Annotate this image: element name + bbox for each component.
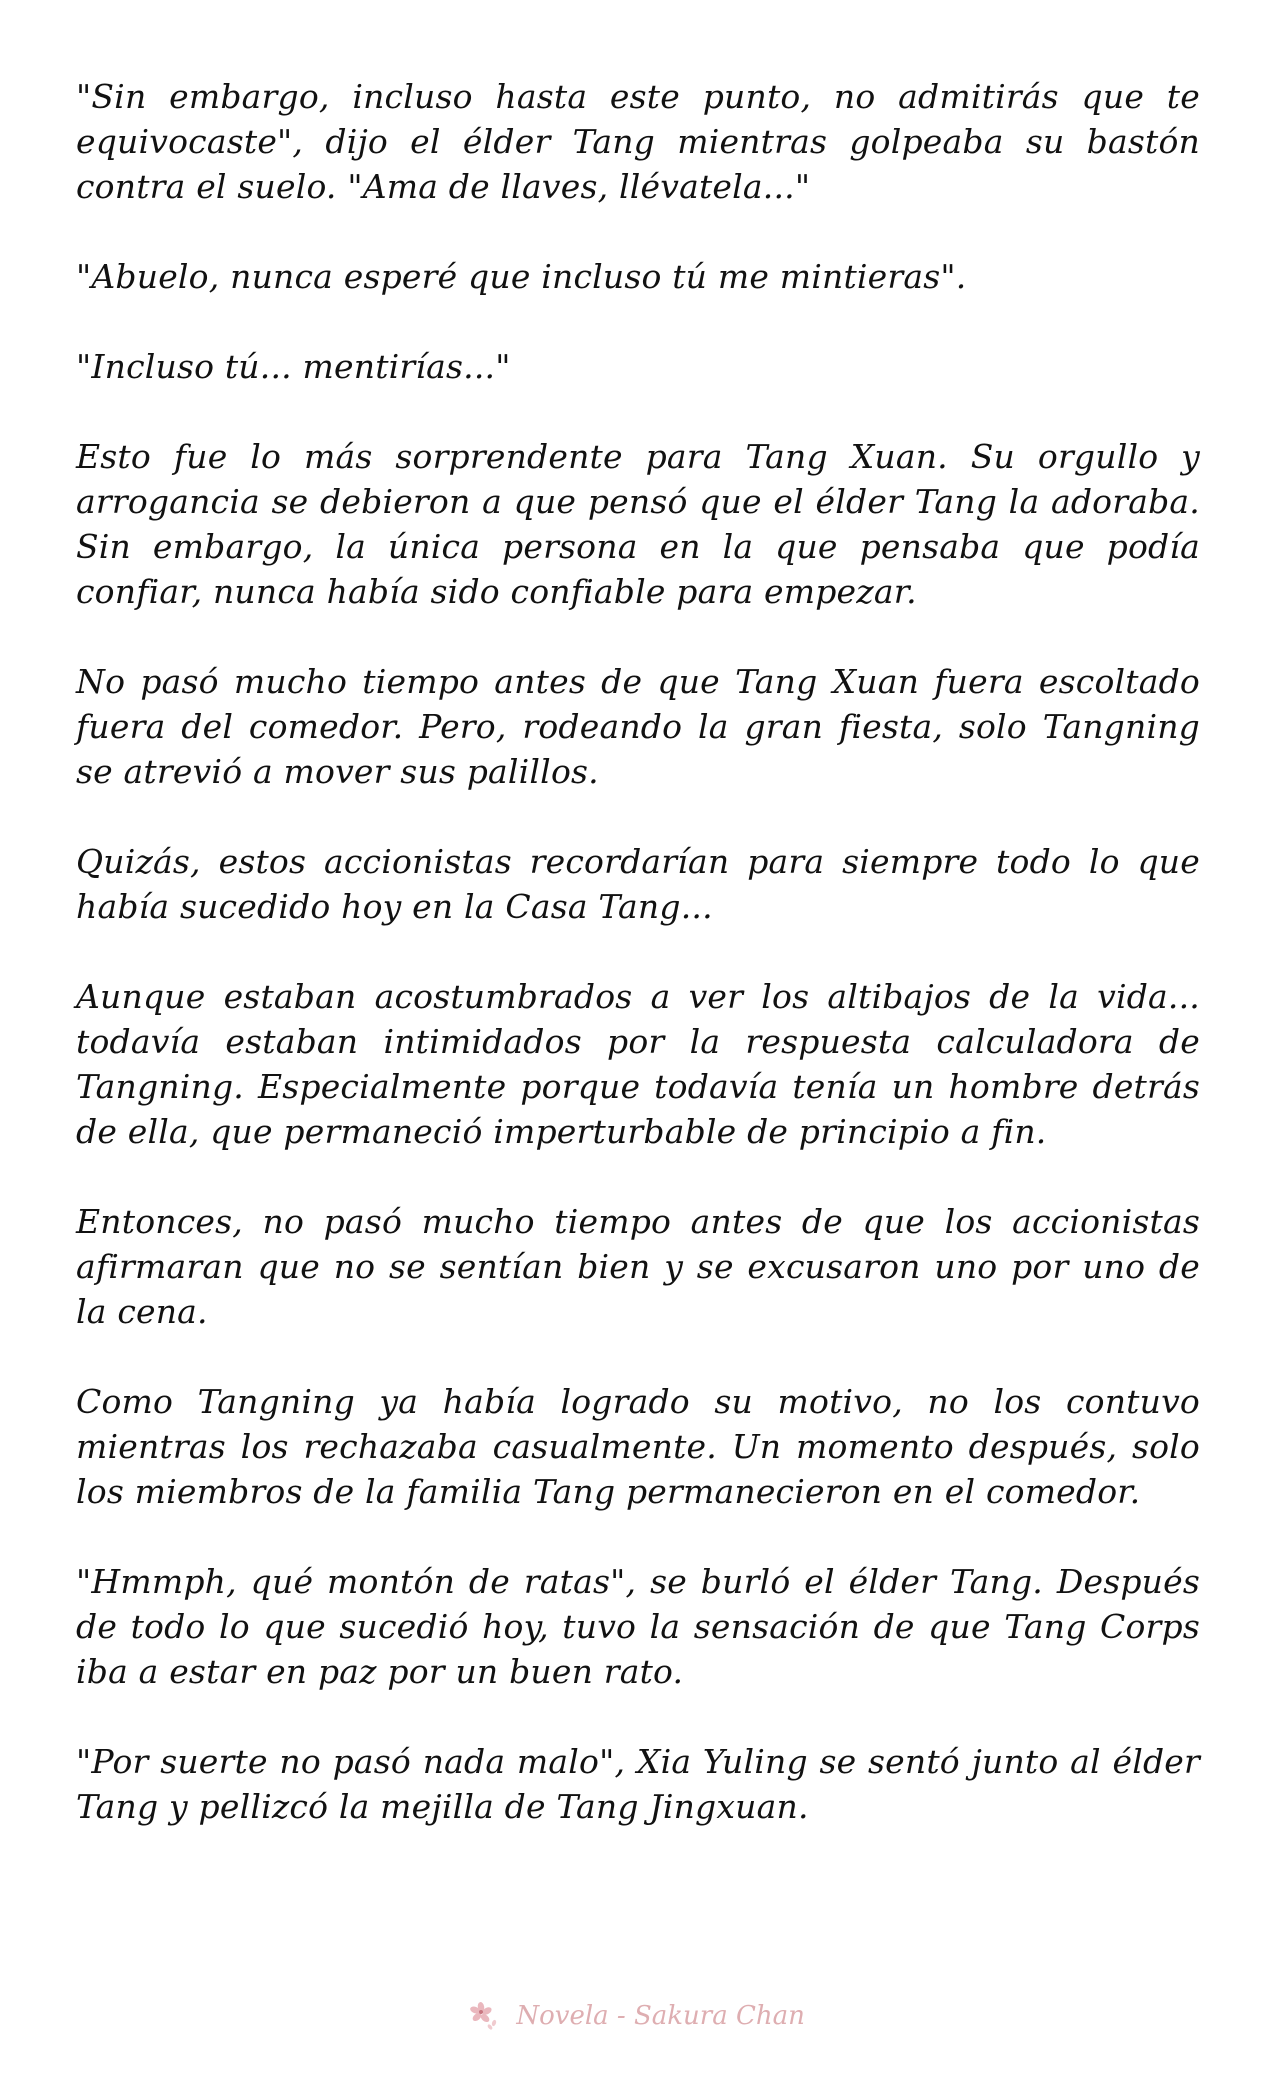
paragraph: "Hmmph, qué montón de ratas", se burló el élder Tang. Después de todo lo que sucedió hoy, tuvo la sensación de que Tang Corps iba a estar en paz por un buen rato. [76, 1562, 1200, 1691]
paragraph: "Sin embargo, incluso hasta este punto, no admitirás que te equivocaste", dijo el élder Tang mientras golpeaba su bastón contra el suelo. "Ama de llaves, llévatela..." [76, 77, 1200, 206]
paragraph: Aunque estaban acostumbrados a ver los altibajos de la vida... todavía estaban intimidados por la respuesta calculadora de Tangning. Especialmente porque todavía tenía un hombre detrás de ella, que permaneció imperturbable de principio a fin. [76, 977, 1200, 1151]
paragraph: No pasó mucho tiempo antes de que Tang Xuan fuera escoltado fuera del comedor. Pero, rodeando la gran fiesta, solo Tangning se atrevió a mover sus palillos. [76, 662, 1200, 791]
paragraph: Esto fue lo más sorprendente para Tang Xuan. Su orgullo y arrogancia se debieron a que pensó que el élder Tang la adoraba. Sin embargo, la única persona en la que pensaba que podía confiar, nunca había sido confiable para empezar. [76, 437, 1200, 611]
watermark-text: Novela - Sakura Chan [516, 2001, 805, 2031]
sakura-flower-icon [470, 2001, 500, 2031]
watermark [0, 2000, 1275, 2031]
chapter-text [76, 74, 1200, 1829]
paragraph: "Incluso tú... mentirías..." [76, 347, 511, 386]
paragraph: Como Tangning ya había logrado su motivo, no los contuvo mientras los rechazaba casualmente. Un momento después, solo los miembros de la familia Tang permanecieron en el comedor. [76, 1382, 1200, 1511]
paragraph: Entonces, no pasó mucho tiempo antes de que los accionistas afirmaran que no se sentían bien y se excusaron uno por uno de la cena. [76, 1202, 1200, 1331]
paragraph: "Abuelo, nunca esperé que incluso tú me mintieras". [76, 257, 967, 296]
paragraph: Quizás, estos accionistas recordarían para siempre todo lo que había sucedido hoy en la Casa Tang... [76, 842, 1200, 926]
paragraph: "Por suerte no pasó nada malo", Xia Yuling se sentó junto al élder Tang y pellizcó la mejilla de Tang Jingxuan. [76, 1742, 1200, 1826]
